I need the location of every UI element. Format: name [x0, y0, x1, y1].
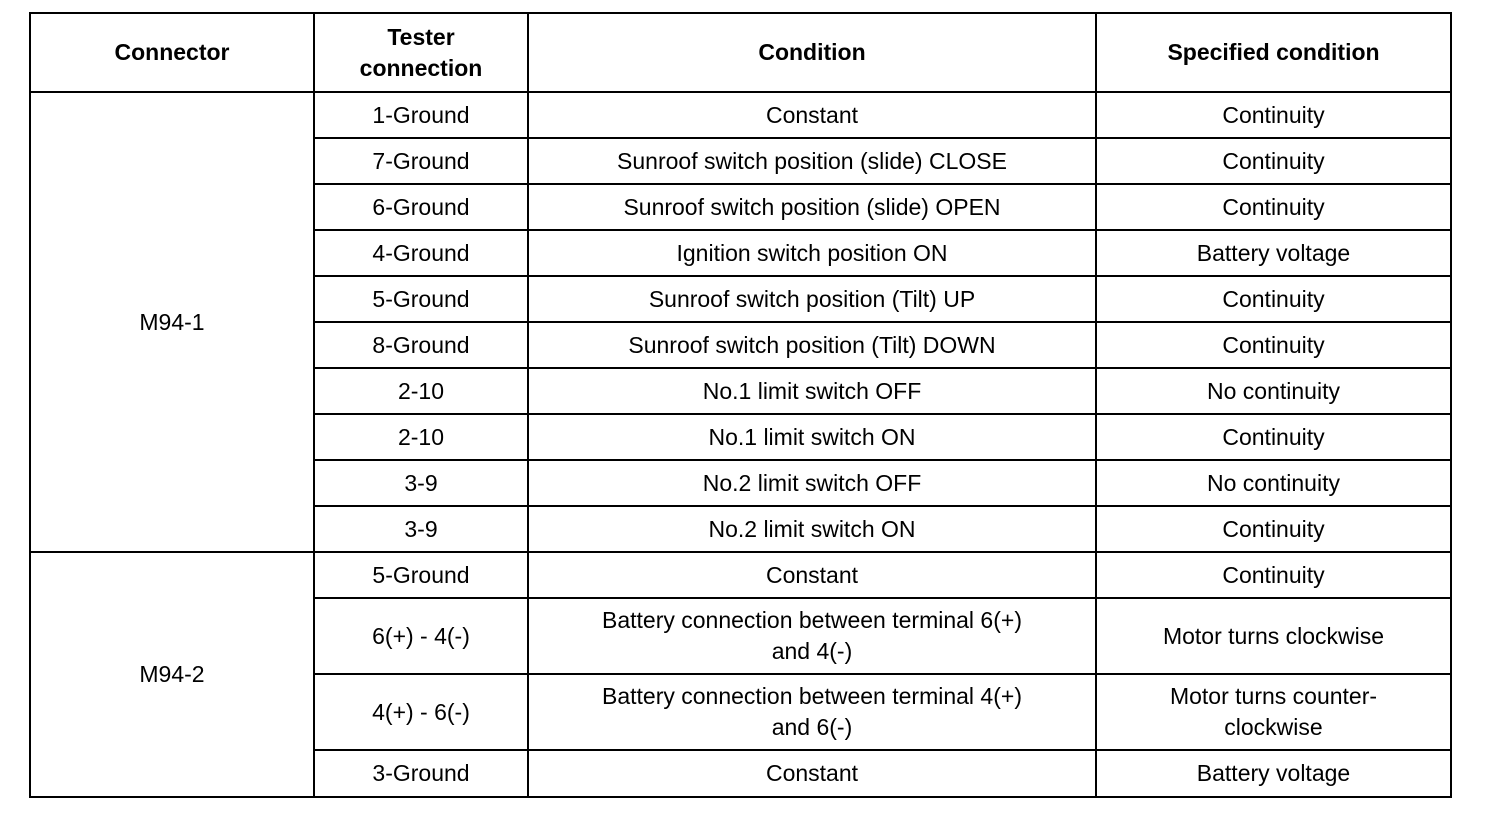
tester-cell: 4-Ground	[314, 230, 528, 276]
tester-cell: 2-10	[314, 368, 528, 414]
specified-cell: No continuity	[1096, 368, 1451, 414]
table-row	[30, 552, 1451, 598]
header-tester-connection: Tester connection	[314, 13, 528, 92]
condition-cell: Sunroof switch position (slide) OPEN	[528, 184, 1096, 230]
tester-cell: 3-9	[314, 506, 528, 552]
condition-cell: Constant	[528, 552, 1096, 598]
header-row	[30, 13, 1451, 92]
condition-cell: No.1 limit switch OFF	[528, 368, 1096, 414]
condition-cell: Constant	[528, 750, 1096, 797]
tester-cell: 3-9	[314, 460, 528, 506]
specified-cell: Motor turns clockwise	[1096, 598, 1451, 674]
condition-cell: Battery connection between terminal 6(+) and 4(-)	[528, 598, 1096, 674]
tester-cell: 5-Ground	[314, 552, 528, 598]
specified-cell: Continuity	[1096, 138, 1451, 184]
condition-cell: Sunroof switch position (Tilt) UP	[528, 276, 1096, 322]
condition-cell: Sunroof switch position (slide) CLOSE	[528, 138, 1096, 184]
tester-cell: 7-Ground	[314, 138, 528, 184]
tester-cell: 6-Ground	[314, 184, 528, 230]
tester-cell: 2-10	[314, 414, 528, 460]
tester-cell: 3-Ground	[314, 750, 528, 797]
specified-cell: Motor turns counter-clockwise	[1096, 674, 1451, 750]
specified-cell: Battery voltage	[1096, 750, 1451, 797]
table-row	[30, 92, 1451, 138]
condition-cell: No.2 limit switch ON	[528, 506, 1096, 552]
specified-cell: Continuity	[1096, 92, 1451, 138]
tester-cell: 8-Ground	[314, 322, 528, 368]
tester-cell: 6(+) - 4(-)	[314, 598, 528, 674]
specified-cell: Continuity	[1096, 552, 1451, 598]
specified-cell: Continuity	[1096, 322, 1451, 368]
header-specified-condition: Specified condition	[1096, 13, 1451, 92]
condition-cell: Constant	[528, 92, 1096, 138]
specified-cell: Battery voltage	[1096, 230, 1451, 276]
condition-cell: No.2 limit switch OFF	[528, 460, 1096, 506]
specified-cell: No continuity	[1096, 460, 1451, 506]
tester-cell: 1-Ground	[314, 92, 528, 138]
inspection-table	[29, 12, 1452, 798]
condition-cell: Sunroof switch position (Tilt) DOWN	[528, 322, 1096, 368]
condition-cell: Ignition switch position ON	[528, 230, 1096, 276]
connector-cell: M94-1	[30, 92, 314, 552]
connector-cell: M94-2	[30, 552, 314, 797]
tester-cell: 4(+) - 6(-)	[314, 674, 528, 750]
header-connector: Connector	[30, 13, 314, 92]
header-condition: Condition	[528, 13, 1096, 92]
tester-cell: 5-Ground	[314, 276, 528, 322]
specified-cell: Continuity	[1096, 184, 1451, 230]
specified-cell: Continuity	[1096, 276, 1451, 322]
specified-cell: Continuity	[1096, 506, 1451, 552]
condition-cell: No.1 limit switch ON	[528, 414, 1096, 460]
condition-cell: Battery connection between terminal 4(+) and 6(-)	[528, 674, 1096, 750]
specified-cell: Continuity	[1096, 414, 1451, 460]
